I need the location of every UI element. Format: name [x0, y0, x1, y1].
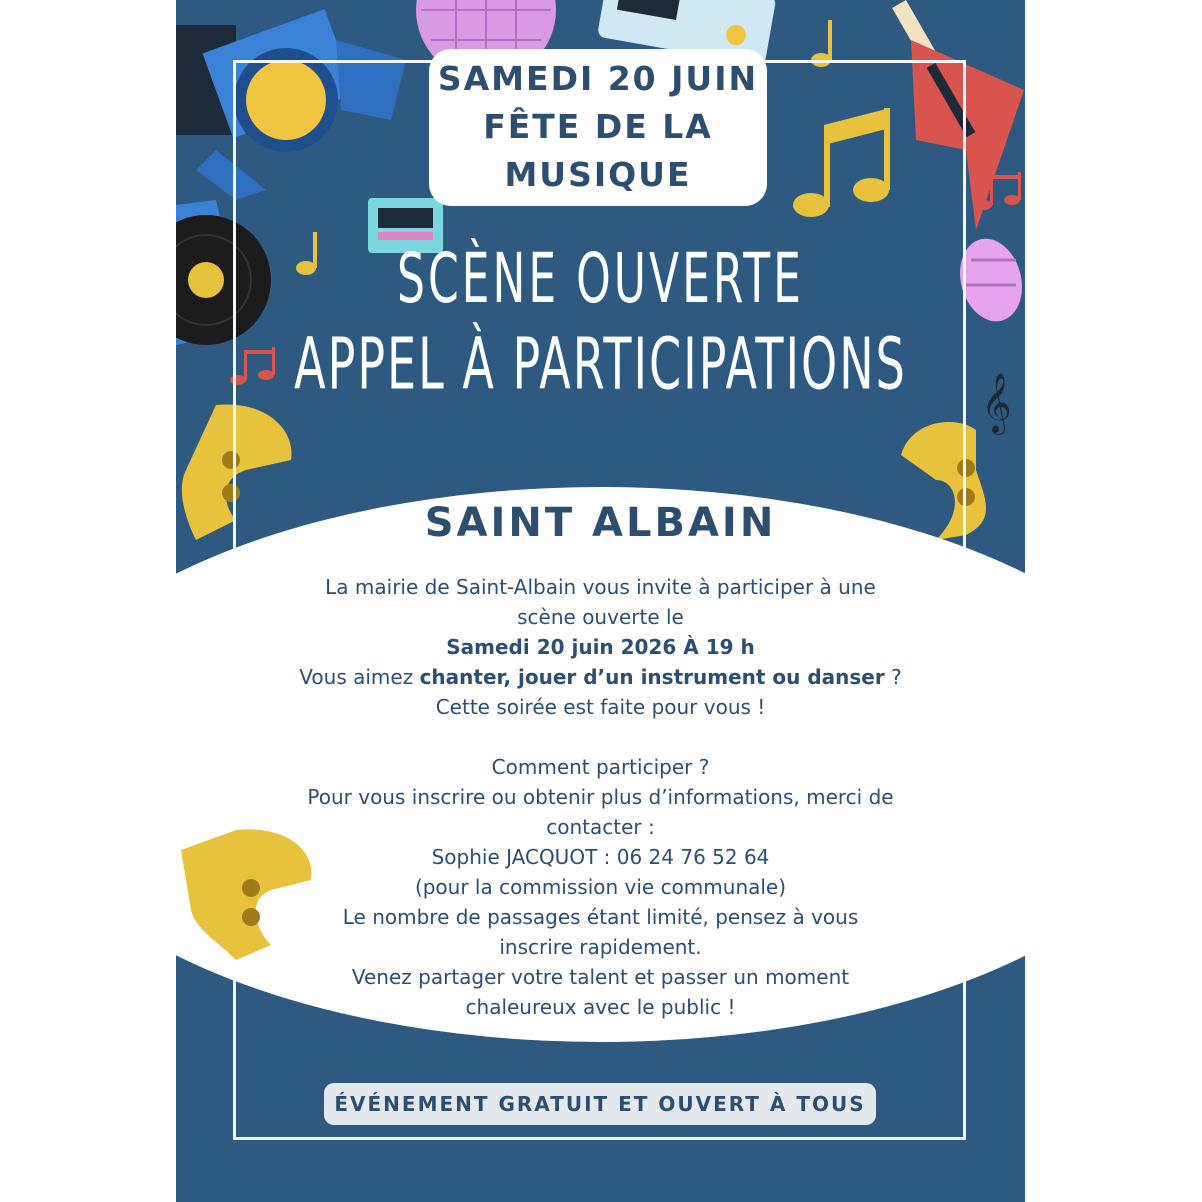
like-prefix: Vous aimez [299, 665, 420, 689]
share-line-2: chaleureux avec le public ! [465, 995, 736, 1019]
event-date: Samedi 20 juin 2026 À 19 h [446, 635, 755, 659]
limited-line-1: Le nombre de passages étant limité, pensez à vous [342, 905, 859, 929]
share-line-1: Venez partager votre talent et passer un moment [351, 965, 850, 989]
like-line [176, 662, 1025, 692]
body-text [176, 572, 1025, 1022]
town-name: SAINT ALBAIN [424, 500, 777, 546]
limited-line-2: inscrire rapidement. [499, 935, 702, 959]
headline-appel: APPEL À PARTICIPATIONS [294, 322, 907, 406]
how-line: Comment participer ? [491, 755, 710, 779]
commission-line: (pour la commission vie communale) [414, 875, 787, 899]
like-suffix: ? [884, 665, 902, 689]
evening-line: Cette soirée est faite pour vous ! [435, 695, 766, 719]
header-line-fete: FÊTE DE LA [483, 107, 713, 146]
header-line-musique: MUSIQUE [504, 155, 692, 194]
headline-scene-ouverte: SCÈNE OUVERTE [397, 240, 804, 320]
free-event-badge: ÉVÉNEMENT GRATUIT ET OUVERT À TOUS [324, 1083, 876, 1125]
register-line-1: Pour vous inscrire ou obtenir plus d’informations, merci de [307, 785, 894, 809]
like-activities: chanter, jouer d’un instrument ou danser [419, 665, 885, 689]
spacer [176, 722, 1025, 752]
intro-line-2: scène ouverte le [517, 605, 684, 629]
intro-line-1: La mairie de Saint-Albain vous invite à participer à une [325, 575, 876, 599]
register-line-2: contacter : [546, 815, 655, 839]
event-header-box [429, 49, 767, 206]
svg-text:𝄞: 𝄞 [981, 373, 1012, 433]
header-line-date: SAMEDI 20 JUIN [437, 59, 759, 98]
contact-line: Sophie JACQUOT : 06 24 76 52 64 [431, 845, 770, 869]
poster [176, 0, 1025, 1202]
